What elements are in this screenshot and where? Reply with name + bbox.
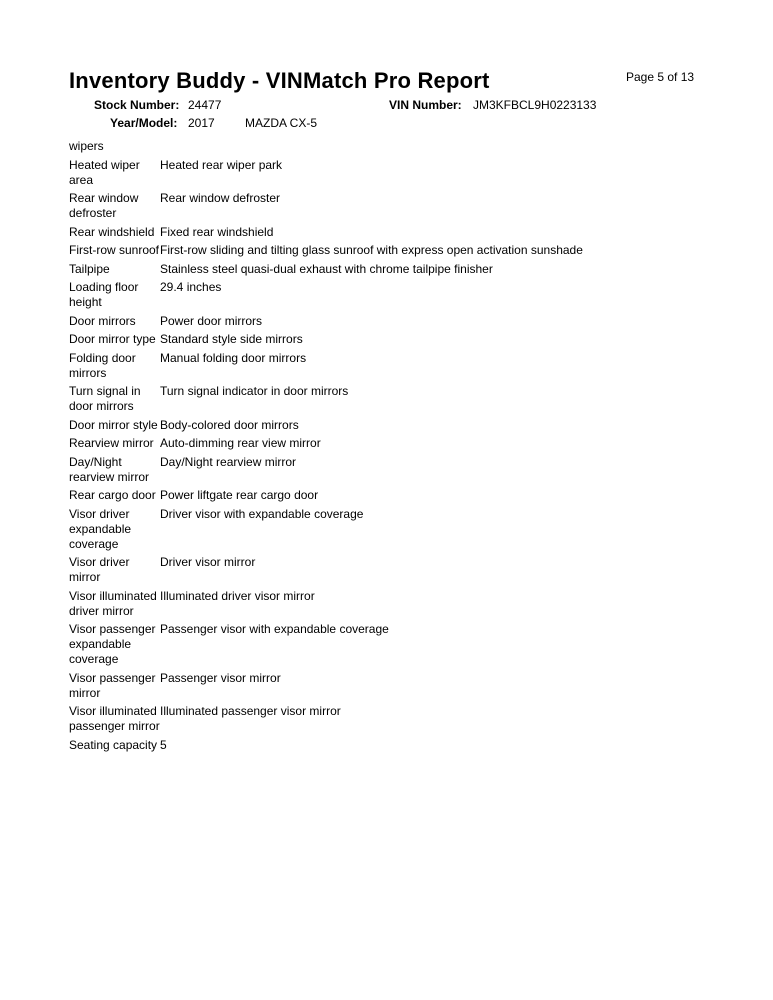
page-number: Page 5 of 13 xyxy=(626,70,695,84)
spec-name: Visor illuminated passenger mirror xyxy=(69,704,160,733)
spec-row xyxy=(69,436,689,451)
spec-value: Fixed rear windshield xyxy=(160,224,274,239)
spec-name: Seating capacity xyxy=(69,737,158,752)
spec-value: Turn signal indicator in door mirrors xyxy=(160,384,349,398)
spec-name: Turn signal in door mirrors xyxy=(69,384,141,413)
spec-name: Rear window defroster xyxy=(69,191,139,220)
spec-value: Power liftgate rear cargo door xyxy=(160,488,319,502)
spec-value: Manual folding door mirrors xyxy=(160,350,307,365)
spec-name: wipers xyxy=(69,139,104,153)
spec-row xyxy=(69,555,689,585)
vin-number-label: VIN Number: xyxy=(389,98,462,112)
spec-row xyxy=(69,280,689,310)
spec-row xyxy=(69,243,689,258)
stock-number-label: Stock Number: xyxy=(94,98,180,112)
spec-row xyxy=(69,507,689,552)
year-model xyxy=(110,116,317,130)
spec-name: Heated wiper area xyxy=(69,157,140,187)
stock-number-value: 24477 xyxy=(188,98,222,112)
spec-value: Passenger visor with expandable coverage xyxy=(160,622,389,636)
spec-value: Driver visor mirror xyxy=(160,555,256,569)
spec-value xyxy=(160,139,689,154)
report-title: Inventory Buddy - VINMatch Pro Report xyxy=(69,68,490,93)
spec-name: Tailpipe xyxy=(69,261,110,276)
year-model-label: Year/Model: xyxy=(110,116,178,130)
spec-row xyxy=(69,332,689,347)
spec-name: Rear cargo door xyxy=(69,488,156,502)
spec-name: First-row sunroof xyxy=(69,243,160,257)
spec-name: Rear windshield xyxy=(69,224,155,239)
spec-name: Door mirror type xyxy=(69,332,156,346)
spec-name: Rearview mirror xyxy=(69,436,154,450)
vin-number xyxy=(389,98,596,112)
model-value: MAZDA CX-5 xyxy=(245,116,318,130)
spec-row xyxy=(69,704,689,734)
spec-row xyxy=(69,191,689,221)
spec-name: Loading floor height xyxy=(69,280,139,309)
spec-name: Visor passenger expandable coverage xyxy=(69,622,156,666)
spec-row xyxy=(69,262,689,277)
spec-value: Day/Night rearview mirror xyxy=(160,454,297,469)
spec-value: Illuminated driver visor mirror xyxy=(160,588,315,603)
spec-row xyxy=(69,488,689,503)
spec-value: First-row sliding and tilting glass sunroof with express open activation sunshade xyxy=(160,243,583,257)
spec-name: Visor driver mirror xyxy=(69,555,130,584)
vin-number-value: JM3KFBCL9H0223133 xyxy=(473,98,597,112)
spec-row xyxy=(69,671,689,701)
spec-value: Rear window defroster xyxy=(160,191,281,205)
spec-row xyxy=(69,622,689,667)
spec-row xyxy=(69,351,689,381)
spec-value: Standard style side mirrors xyxy=(160,332,303,346)
spec-row xyxy=(69,225,689,240)
spec-name: Visor passenger mirror xyxy=(69,670,156,700)
spec-value: Illuminated passenger visor mirror xyxy=(160,704,341,718)
spec-name: Visor illuminated driver mirror xyxy=(69,588,157,618)
spec-row xyxy=(69,314,689,329)
spec-value: Passenger visor mirror xyxy=(160,670,281,685)
spec-row xyxy=(69,418,689,433)
spec-name: Folding door mirrors xyxy=(69,350,136,380)
spec-name: Door mirror style xyxy=(69,417,158,432)
spec-value: Power door mirrors xyxy=(160,313,263,328)
stock-number xyxy=(94,98,221,112)
spec-value: Stainless steel quasi-dual exhaust with chrome tailpipe finisher xyxy=(160,261,493,276)
spec-value: Driver visor with expandable coverage xyxy=(160,506,364,521)
spec-name: Door mirrors xyxy=(69,313,136,328)
spec-value: Body-colored door mirrors xyxy=(160,417,299,432)
spec-row xyxy=(69,455,689,485)
spec-value: 29.4 inches xyxy=(160,280,222,294)
spec-row xyxy=(69,589,689,619)
spec-value: 5 xyxy=(160,737,167,752)
spec-name: Visor driver expandable coverage xyxy=(69,506,132,551)
spec-row xyxy=(69,139,689,154)
spec-table xyxy=(69,139,689,756)
spec-value: Auto-dimming rear view mirror xyxy=(160,436,321,450)
spec-row xyxy=(69,158,689,188)
spec-row xyxy=(69,384,689,414)
spec-row xyxy=(69,738,689,753)
spec-name: Day/Night rearview mirror xyxy=(69,454,150,484)
spec-value: Heated rear wiper park xyxy=(160,157,283,172)
year-value: 2017 xyxy=(188,116,215,130)
